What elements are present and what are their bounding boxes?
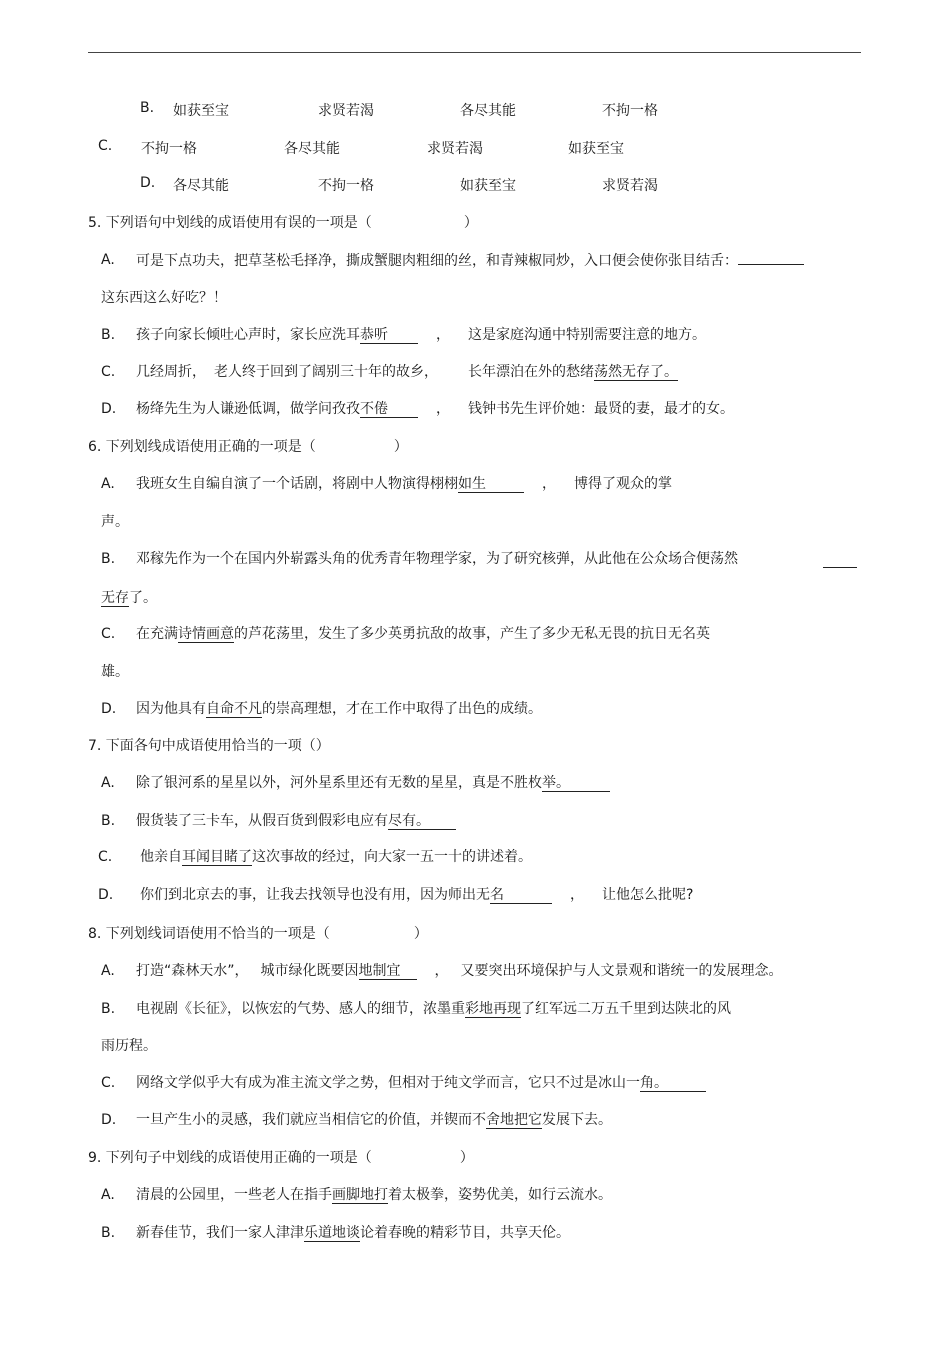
underlined-idiom: 舍地把它 [486, 1112, 542, 1128]
option-text: 打造“森林天水”， 城市绿化既要因地制宜 ， 又要突出环境保护与人文景观和谐统一的发展理念。 [136, 963, 783, 979]
answer-blank [823, 553, 857, 568]
question-6-stem: 6. 下列划线成语使用正确的一项是（ ） [88, 439, 408, 455]
option-text: 可是下点功夫，把草茎松毛择净，撕成蟹腿肉粗细的丝，和青辣椒同炒，入口便会使你张目结舌： [136, 250, 804, 271]
option-label: B. [101, 813, 116, 829]
option-text: 除了银河系的星星以外，河外星系里还有无数的星星，真是不胜枚举。 [136, 773, 610, 793]
underlined-idiom: 耳闻目睹了 [182, 849, 252, 865]
option-label: B. [101, 551, 116, 567]
option-label: C. [98, 849, 113, 865]
underlined-idiom: 不倦 [360, 401, 418, 418]
option-text: 他亲自耳闻目睹了这次事故的经过，向大家一五一十的讲述着。 [140, 849, 532, 865]
header-rule [88, 52, 861, 53]
option-label: D. [101, 1112, 117, 1128]
option-label: A. [101, 775, 115, 791]
option-label: D. [101, 401, 117, 417]
question-5-stem: 5. 下列语句中划线的成语使用有误的一项是（ ） [88, 215, 478, 231]
option-text-cont: 这东西这么好吃？！ [101, 290, 227, 306]
underlined-idiom: 尽有。 [388, 813, 456, 830]
underlined-idiom: 荡然无存了 [594, 364, 664, 380]
underlined-idiom: 名 [490, 887, 552, 904]
option-label: B. [101, 1225, 116, 1241]
option-text-cont: 雄。 [101, 664, 129, 680]
option-text: 在充满诗情画意的芦花荡里，发生了多少英勇抗敌的故事，产生了多少无私无畏的抗日无名英 [136, 626, 710, 642]
option-label: A. [101, 1187, 115, 1203]
option-word: 如获至宝 [460, 178, 516, 194]
underlined-idiom: 无存 [101, 590, 129, 606]
option-label: C. [98, 138, 113, 154]
underlined-idiom: 画脚地打 [332, 1187, 388, 1203]
option-label: D. [140, 175, 156, 191]
underlined-idiom: 彩地再现 [465, 1001, 521, 1017]
underlined-idiom: 恭听 [360, 327, 418, 344]
option-text: 孩子向家长倾吐心声时，家长应洗耳恭听 ， 这是家庭沟通中特别需要注意的地方。 [136, 327, 706, 343]
option-word: 各尽其能 [284, 141, 340, 157]
option-text-cont: 无存了。 [101, 590, 157, 606]
option-label: B. [140, 100, 155, 116]
question-7-stem: 7. 下面各句中成语使用恰当的一项（） [88, 738, 330, 754]
option-text: 因为他具有自命不凡的崇高理想，才在工作中取得了出色的成绩。 [136, 701, 542, 717]
option-text: 假货装了三卡车，从假百货到假彩电应有尽有。 [136, 811, 456, 831]
option-text: 网络文学似乎大有成为准主流文学之势，但相对于纯文学而言，它只不过是冰山一角。 [136, 1073, 706, 1093]
underlined-idiom: 举。 [542, 775, 610, 792]
option-text: 清晨的公园里，一些老人在指手画脚地打着太极拳，姿势优美，如行云流水。 [136, 1187, 612, 1203]
underlined-idiom: 如生 [458, 476, 524, 493]
option-text: 我班女生自编自演了一个话剧，将剧中人物演得栩栩如生 ， 博得了观众的掌 [136, 476, 672, 492]
question-8-stem: 8. 下列划线词语使用不恰当的一项是（ ） [88, 926, 428, 942]
option-word: 不拘一格 [602, 103, 658, 119]
option-label: B. [101, 1001, 116, 1017]
option-label: A. [101, 476, 115, 492]
option-label: C. [101, 626, 116, 642]
question-9-stem: 9. 下列句子中划线的成语使用正确的一项是（ ） [88, 1150, 474, 1166]
option-word: 求贤若渴 [427, 141, 483, 157]
option-text: 一旦产生小的灵感，我们就应当相信它的价值，并锲而不舍地把它发展下去。 [136, 1112, 612, 1128]
option-label: D. [98, 887, 114, 903]
option-word: 各尽其能 [460, 103, 516, 119]
option-label: A. [101, 252, 115, 268]
option-word: 如获至宝 [173, 103, 229, 119]
option-text: 邓稼先作为一个在国内外崭露头角的优秀青年物理学家，为了研究核弹，从此他在公众场合便荡然 [136, 551, 738, 567]
option-word: 求贤若渴 [318, 103, 374, 119]
option-text: 几经周折， 老人终于回到了阔别三十年的故乡， 长年漂泊在外的愁绪荡然无存了。 [136, 364, 678, 380]
option-label: B. [101, 327, 116, 343]
option-text: 你们到北京去的事，让我去找领导也没有用，因为师出无名 ， 让他怎么批呢? [140, 887, 694, 903]
option-word: 不拘一格 [141, 141, 197, 157]
underlined-idiom: 地制宜 [359, 963, 417, 980]
underlined-idiom: 乐道地谈 [304, 1225, 360, 1241]
option-label: C. [101, 364, 116, 380]
option-text: 新春佳节，我们一家人津津乐道地谈论着春晚的精彩节目，共享天伦。 [136, 1225, 570, 1241]
answer-blank [738, 250, 804, 265]
option-word: 各尽其能 [173, 178, 229, 194]
option-text: 杨绛先生为人谦逊低调，做学问孜孜不倦 ， 钱钟书先生评价她：最贤的妻，最才的女。 [136, 401, 734, 417]
underlined-idiom: 自命不凡 [206, 701, 262, 717]
option-word: 不拘一格 [318, 178, 374, 194]
option-word: 求贤若渴 [602, 178, 658, 194]
option-text: 电视剧《长征》，以恢宏的气势、感人的细节，浓墨重彩地再现了红军远二万五千里到达陕北的风 [136, 1001, 731, 1017]
option-label: A. [101, 963, 115, 979]
option-word: 如获至宝 [568, 141, 624, 157]
option-label: C. [101, 1075, 116, 1091]
option-text-cont: 声。 [101, 514, 129, 530]
underlined-idiom: 角。 [640, 1075, 706, 1092]
option-label: D. [101, 701, 117, 717]
option-text-cont: 雨历程。 [101, 1038, 157, 1054]
underlined-idiom: 诗情画意 [178, 626, 234, 642]
